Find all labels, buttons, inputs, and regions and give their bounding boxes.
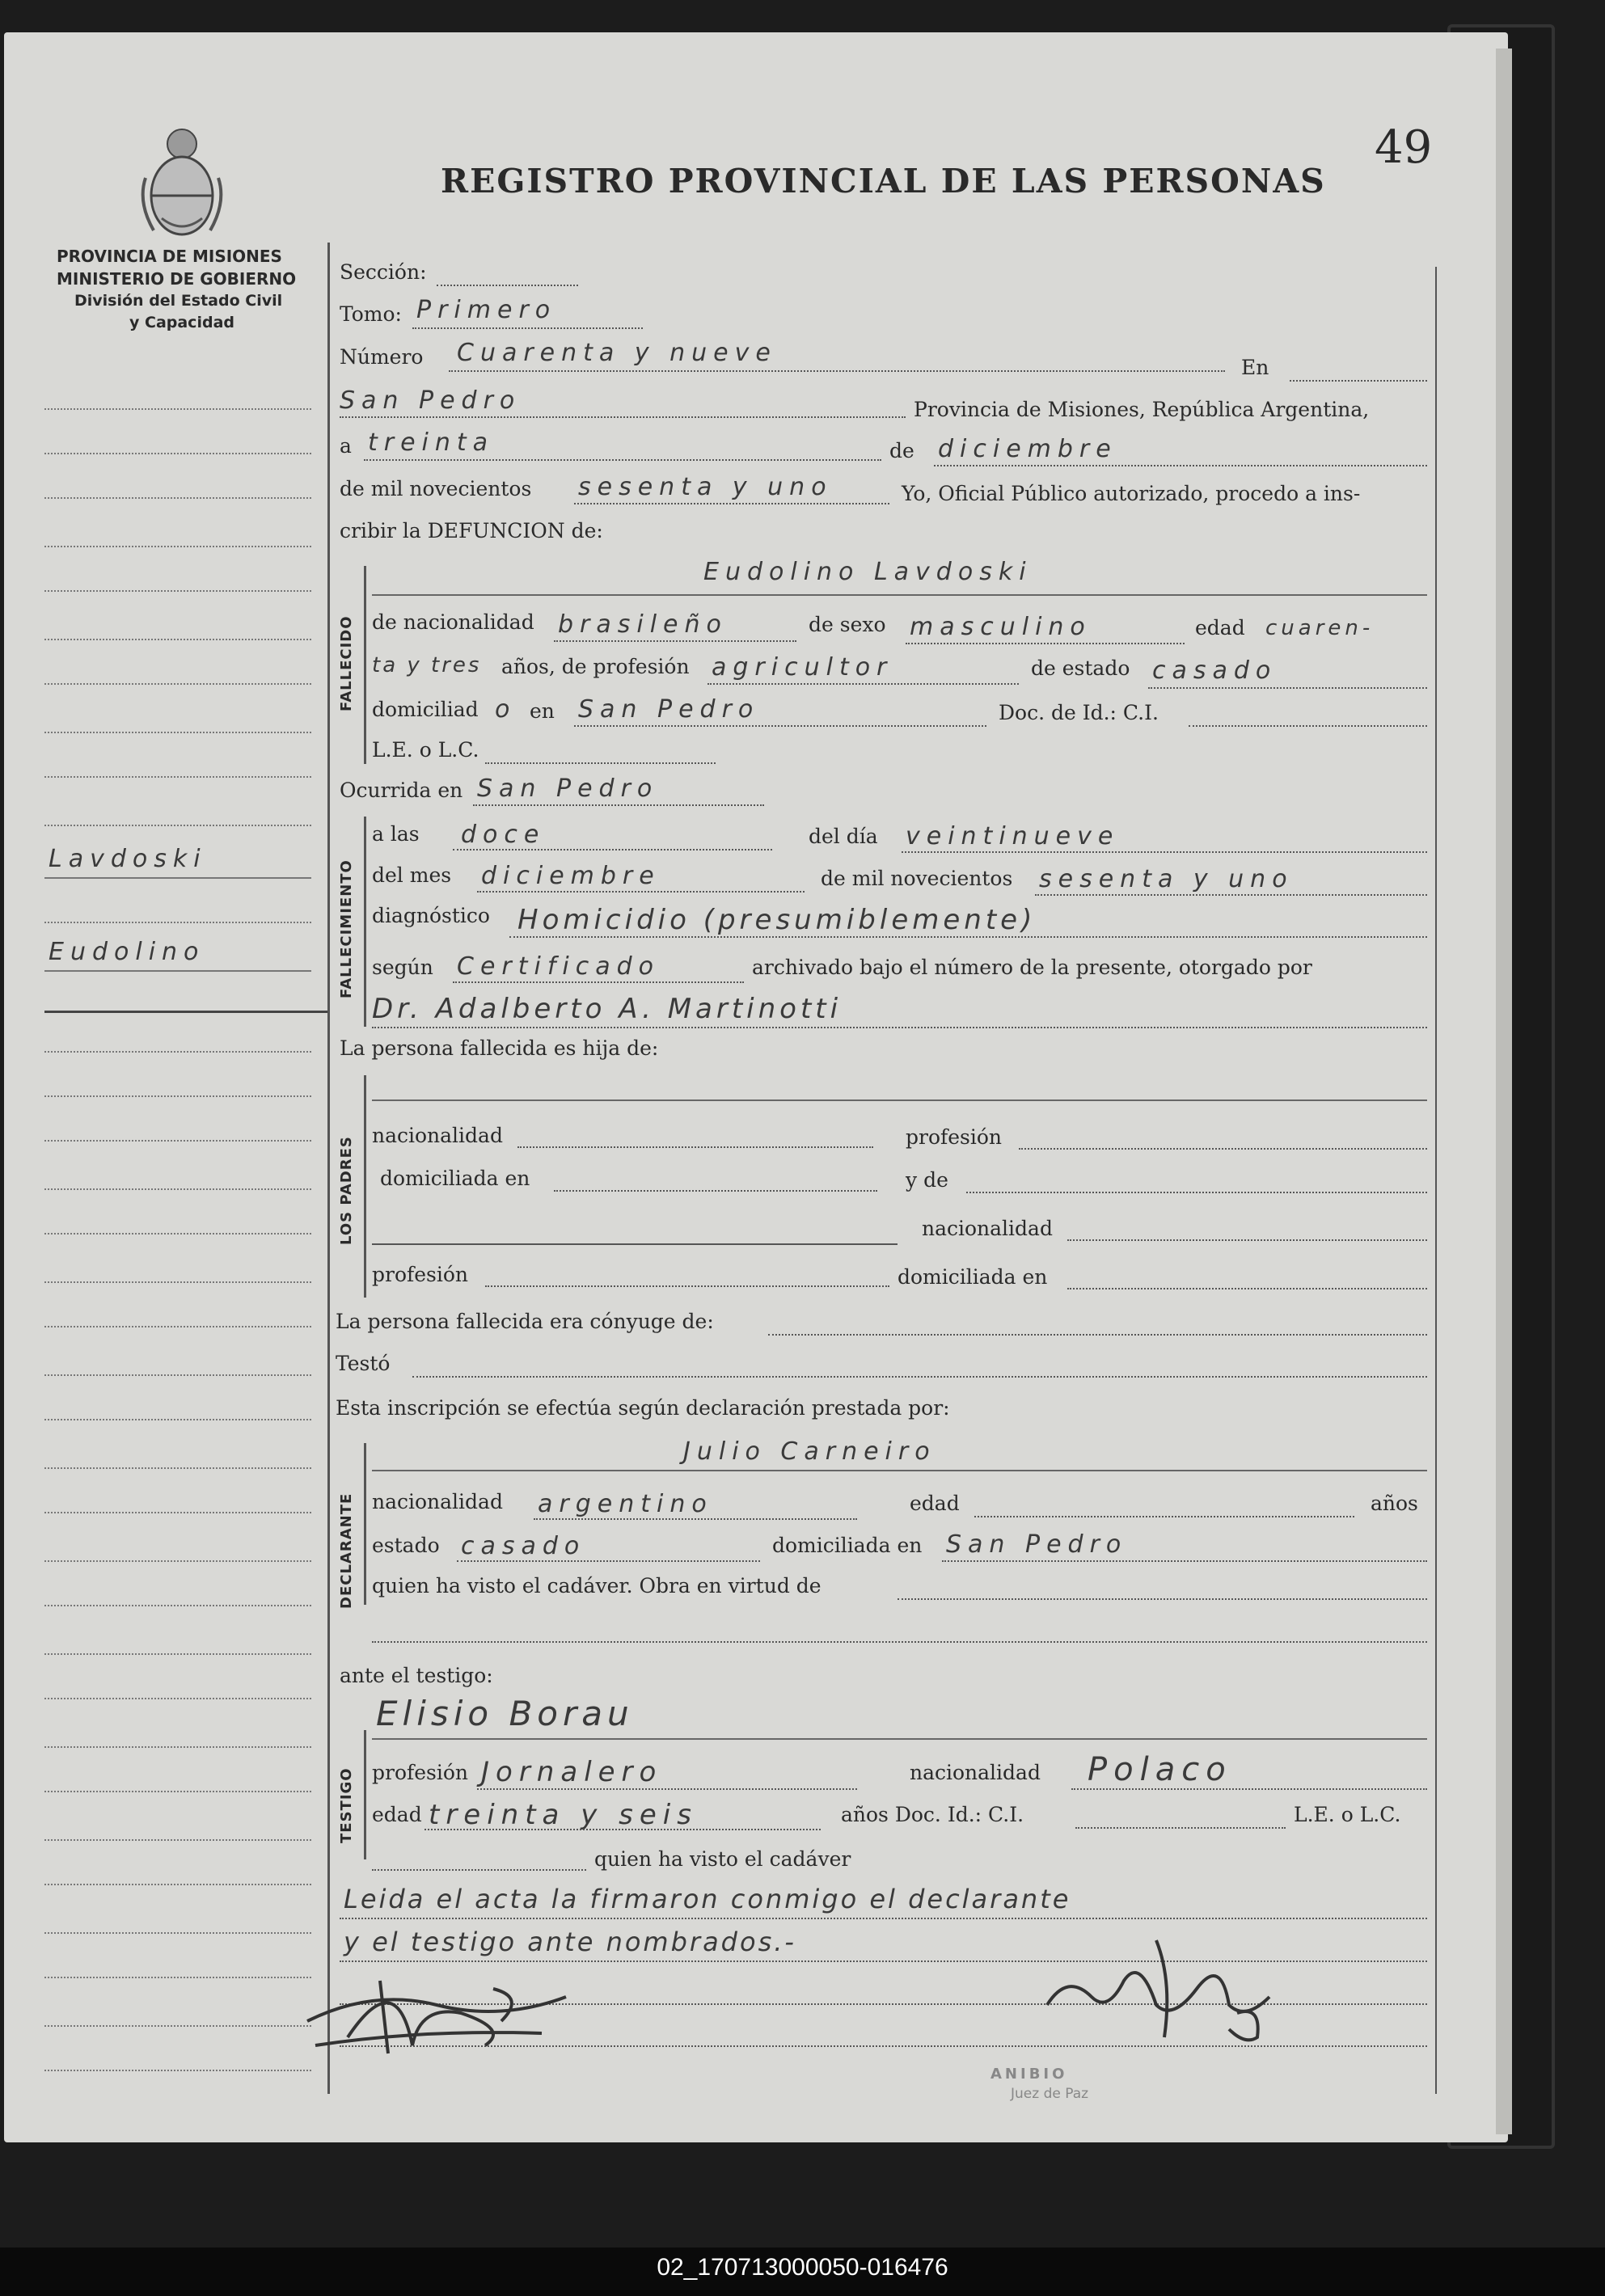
testigo-edad-label: edad [372,1803,422,1826]
numero-label: Número [340,345,424,369]
testigo-le-label: L.E. o L.C. [1294,1803,1401,1826]
estado-label: de estado [1031,656,1130,680]
madre-nacionalidad-label: nacionalidad [922,1217,1053,1240]
declarante-domiciliada-label: domiciliada en [772,1534,923,1557]
declarante-anios-label: años [1371,1492,1418,1515]
cierre-linea-2: y el testigo ante nombrados.- [344,1927,796,1957]
a-las-label: a las [372,822,420,846]
declarante-nacionalidad-value: argentino [538,1490,713,1518]
del-dia-label: del día [809,825,878,848]
province-label: PROVINCIA DE MISIONES [57,247,282,266]
testigo-profesion-label: profesión [372,1761,469,1784]
declarante-nacionalidad-label: nacionalidad [372,1490,503,1513]
sexo-label: de sexo [809,613,886,636]
fallecido-nombre: Eudolino Lavdoski [703,558,1033,586]
provincia-text: Provincia de Misiones, República Argentina, [914,398,1370,421]
edad-label: edad [1195,616,1245,639]
edad-value-2: ta y tres [372,653,482,677]
testigo-quien-label: quien ha visto el cadáver [594,1847,851,1871]
page-edge [1496,49,1512,2134]
margin-rule [44,1011,327,1013]
edad-value-1: cuaren- [1265,616,1375,640]
testigo-bracket [364,1730,366,1859]
fallecido-bracket [364,566,366,764]
estado-value: casado [1152,656,1278,685]
mes-value-2: diciembre [481,862,661,890]
testigo-nacionalidad-value: Polaco [1088,1751,1232,1788]
testigo-section-label: TESTIGO [338,1767,355,1843]
numero-value: Cuarenta y nueve [457,339,777,367]
official-signature-icon [1035,1924,1294,2045]
inscribir-text: cribir la DEFUNCION de: [340,519,603,542]
testigo-profesion-value: Jornalero [481,1756,663,1788]
padre-profesion-label: profesión [906,1125,1003,1149]
declarante-bracket [364,1443,366,1605]
anio-value-2: sesenta y uno [1039,865,1294,893]
mes-value: diciembre [938,435,1117,463]
declarante-nombre: Julio Carneiro [683,1437,936,1466]
le-label: L.E. o L.C. [372,738,479,762]
padre-nacionalidad-label: nacionalidad [372,1124,503,1147]
y-de-label: y de [906,1168,948,1192]
en-label: En [1241,356,1269,379]
madre-domiciliada-label: domiciliada en [898,1265,1048,1289]
dia-value: treinta [368,428,495,457]
segun-label: según [372,956,433,979]
profesion-value: agricultor [712,653,893,682]
page-title: REGISTRO PROVINCIAL DE LAS PERSONAS [441,162,1326,200]
ministry-label: MINISTERIO DE GOBIERNO [57,269,297,289]
diagnostico-label: diagnóstico [372,904,490,927]
declaracion-label: Esta inscripción se efectúa según declaración prestada por: [336,1396,950,1420]
diagnostico-value: Homicidio (presumiblemente) [517,904,1037,936]
fallecimiento-bracket [364,817,366,1027]
tomo-value: Primero [416,296,557,324]
declarante-section-label: DECLARANTE [338,1492,355,1609]
padres-bracket [364,1075,366,1298]
margin-surname: Lavdoski [49,845,207,873]
declarante-domicilio-value: San Pedro [946,1530,1128,1559]
testo-label: Testó [336,1352,391,1375]
domiciliado-label: domiciliad [372,698,479,721]
testigo-doc-label: años Doc. Id.: C.I. [841,1803,1024,1826]
form-right-border [1435,267,1437,2094]
medico-value: Dr. Adalberto A. Martinotti [372,993,843,1025]
doc-label: Doc. de Id.: C.I. [999,701,1159,724]
declarante-estado-label: estado [372,1534,440,1557]
margin-given-name: Eudolino [49,938,205,966]
sexo-value: masculino [910,613,1092,641]
margin-divider [327,243,330,2094]
stamp-line-1: ANIBIO [990,2066,1068,2083]
stamp-line-2: Juez de Paz [1011,2086,1089,2102]
domiciliado-suffix: o [495,695,510,724]
image-id: 02_170713000050-016476 [657,2254,948,2281]
domicilio-value: San Pedro [578,695,760,724]
declarante-signature-icon [299,1956,639,2070]
archivado-text: archivado bajo el número de la presente, otorgado por [752,956,1312,979]
division-label-2: y Capacidad [129,314,234,331]
nacionalidad-value: brasileño [558,610,728,639]
ante-testigo-label: ante el testigo: [340,1664,493,1687]
dia-value-2: veintinueve [906,822,1120,850]
fallecido-section-label: FALLECIDO [338,615,355,711]
testigo-nacionalidad-label: nacionalidad [910,1761,1041,1784]
de-label: de [889,439,914,462]
testigo-nombre: Elisio Borau [376,1694,634,1733]
fallecimiento-section-label: FALLECIMIENTO [338,859,355,998]
oficial-text: Yo, Oficial Público autorizado, procedo a ins- [902,482,1361,505]
anio-prefix: de mil novecientos [340,477,532,500]
del-mes-label: del mes [372,863,452,887]
cierre-linea-1: Leida el acta la firmaron conmigo el declarante [344,1884,1071,1914]
padres-section-label: LOS PADRES [338,1136,355,1245]
segun-value: Certificado [457,952,661,981]
page-number: 49 [1375,121,1433,174]
seccion-label: Sección: [340,260,427,284]
profesion-label: años, de profesión [501,655,690,678]
ocurrida-label: Ocurrida en [340,779,463,802]
declarante-edad-label: edad [910,1492,960,1515]
hora-value: doce [461,821,546,849]
anio-value: sesenta y uno [578,473,833,501]
padre-domiciliada-label: domiciliada en [380,1167,530,1190]
declarante-quien-label: quien ha visto el cadáver. Obra en virtud de [372,1574,822,1597]
testigo-edad-value: treinta y seis [429,1799,698,1831]
lugar-value: San Pedro [340,386,522,415]
mil-label: de mil novecientos [821,867,1013,890]
ocurrida-value: San Pedro [477,774,659,803]
declarante-estado-value: casado [461,1532,586,1560]
tomo-label: Tomo: [340,302,402,326]
division-label: División del Estado Civil [74,292,283,310]
hija-de-label: La persona fallecida es hija de: [340,1036,659,1060]
nacionalidad-label: de nacionalidad [372,610,534,634]
madre-profesion-label: profesión [372,1263,469,1286]
domicilio-en-label: en [530,699,555,723]
coat-of-arms-icon [137,121,226,243]
conyuge-label: La persona fallecida era cónyuge de: [336,1310,714,1333]
a-label: a [340,434,352,458]
